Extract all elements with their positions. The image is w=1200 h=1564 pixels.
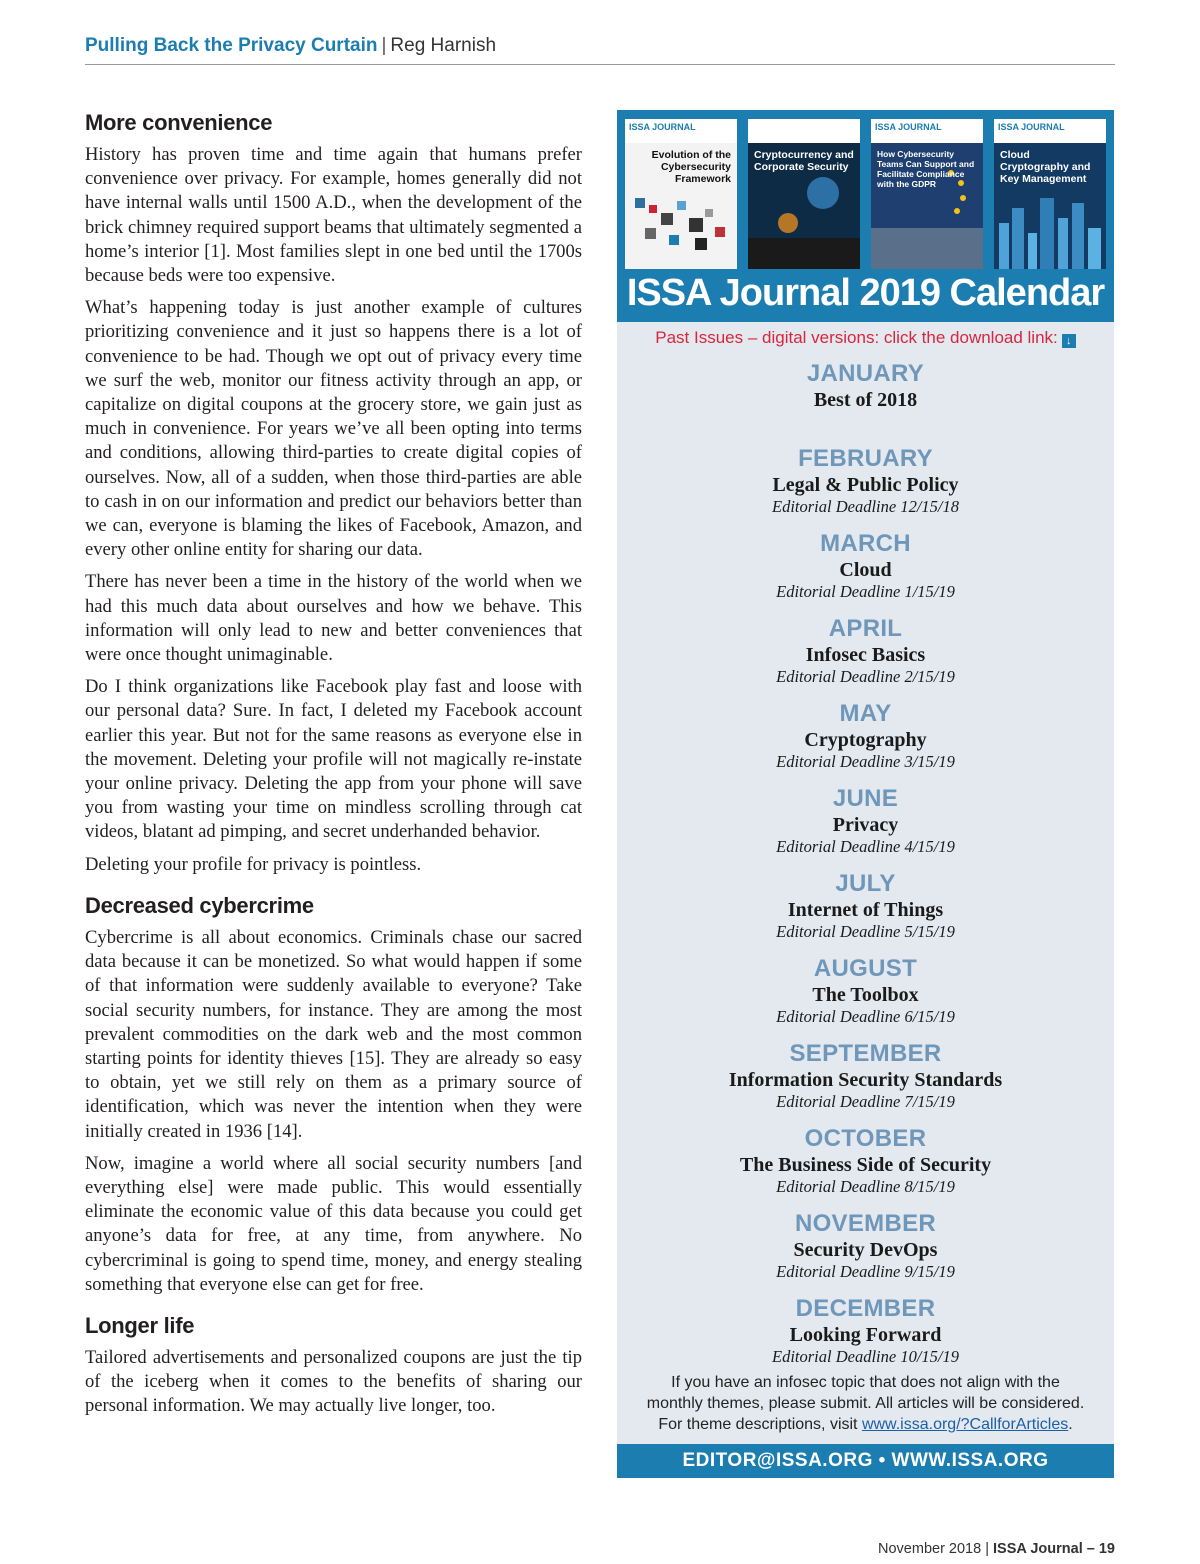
month-name: JUNE bbox=[832, 785, 899, 812]
month-deadline: Editorial Deadline 10/15/19 bbox=[772, 1347, 959, 1366]
month-name: JANUARY bbox=[806, 360, 925, 387]
section-heading: More convenience bbox=[85, 110, 273, 135]
paragraph: History has proven time and time again that humans prefer convenience over privacy. For example, homes generally did not have internal walls until 1500 A.D., when the development of the brick chimney required support beams that ultimately segmented a home’s interior [1]. Most families slept in one bed until the 1700s because beds were too expensive. bbox=[85, 144, 582, 287]
section-longer-life bbox=[85, 1313, 582, 1419]
section-heading: Decreased cybercrime bbox=[85, 892, 314, 918]
month-entry bbox=[617, 1210, 1114, 1295]
month-name: DECEMBER bbox=[795, 1295, 936, 1322]
submission-note bbox=[617, 1372, 1114, 1435]
footer-separator: | bbox=[985, 1541, 989, 1557]
month-theme: Internet of Things bbox=[787, 899, 944, 921]
month-entry bbox=[617, 615, 1114, 700]
note-prefix: For theme descriptions, visit bbox=[658, 1416, 862, 1433]
month-name: MARCH bbox=[820, 530, 911, 557]
cover-thumbnails bbox=[625, 119, 1106, 269]
month-entry bbox=[617, 445, 1114, 530]
paragraph: Cybercrime is all about economics. Criminals chase our sacred data because it can be monetized. So what would happen if some of that information were suddenly available to everyone? Take social security numbers, for instance. They are among the most prevalent commodities on the dark web and the most common starting points for identity thieves [15]. They are already so easy to obtain, yet we still rely on them as a primary source of identification, which was never the intention when they were initially created in 1936 [14]. bbox=[85, 926, 582, 1142]
month-name: FEBRUARY bbox=[798, 445, 933, 472]
month-name: APRIL bbox=[828, 615, 903, 642]
month-entry bbox=[617, 1295, 1114, 1380]
footer-journal-page: ISSA Journal – 19 bbox=[993, 1541, 1115, 1557]
month-entry bbox=[617, 1125, 1114, 1210]
section-decreased-cybercrime bbox=[85, 893, 582, 1297]
cover-masthead: ISSA JOURNAL bbox=[998, 122, 1065, 132]
contact-bar[interactable]: EDITOR@ISSA.ORG • WWW.ISSA.ORG bbox=[617, 1444, 1114, 1478]
cover-thumbnail[interactable] bbox=[994, 119, 1106, 269]
cover-title: Cryptocurrency and Corporate Security bbox=[754, 149, 854, 173]
paragraph: There has never been a time in the history of the world when we had this much data about ourselves and how we behave. This information will only lead to new and better conveniences that were once thought unimaginable. bbox=[85, 571, 582, 666]
month-name: MAY bbox=[839, 700, 892, 727]
cover-thumbnail[interactable] bbox=[871, 119, 983, 269]
month-name: NOVEMBER bbox=[794, 1210, 937, 1237]
month-deadline: Editorial Deadline 1/15/19 bbox=[776, 582, 955, 601]
calendar-banner bbox=[617, 110, 1114, 322]
month-theme: The Toolbox bbox=[812, 984, 919, 1006]
section-heading: Longer life bbox=[85, 1312, 195, 1338]
footer-date: November 2018 bbox=[878, 1541, 982, 1557]
calendar-panel bbox=[617, 110, 1114, 1478]
past-issues-text: Past Issues – digital versions: click the download link: bbox=[655, 328, 1058, 347]
month-deadline: Editorial Deadline 7/15/19 bbox=[776, 1092, 955, 1111]
call-for-articles-link[interactable]: www.issa.org/?CallforArticles bbox=[861, 1416, 1069, 1433]
month-list bbox=[617, 360, 1114, 1380]
month-theme: Information Security Standards bbox=[728, 1069, 1003, 1091]
month-entry bbox=[617, 530, 1114, 615]
paragraph: Now, imagine a world where all social security numbers [and everything else] were made public. This would essentially eliminate the economic value of this data because you could get anyone’s data for free, at any time, from anywhere. No cybercriminal is going to spend time, money, and energy stealing something that everyone else can get for free. bbox=[85, 1152, 582, 1295]
month-theme: Looking Forward bbox=[789, 1324, 942, 1346]
calendar-title: ISSA Journal 2019 Calendar bbox=[626, 272, 1105, 314]
month-deadline: Editorial Deadline 8/15/19 bbox=[776, 1177, 955, 1196]
article-title: Pulling Back the Privacy Curtain bbox=[85, 35, 378, 56]
month-entry bbox=[617, 955, 1114, 1040]
month-theme: Best of 2018 bbox=[813, 389, 918, 411]
month-deadline: Editorial Deadline 2/15/19 bbox=[776, 667, 955, 686]
paragraph: Deleting your profile for privacy is pointless. bbox=[85, 853, 422, 875]
month-theme: Infosec Basics bbox=[805, 644, 926, 666]
month-theme: Legal & Public Policy bbox=[772, 474, 959, 496]
month-deadline: Editorial Deadline 5/15/19 bbox=[776, 922, 955, 941]
note-suffix: . bbox=[1068, 1416, 1073, 1433]
note-line: If you have an infosec topic that does not align with the bbox=[671, 1374, 1060, 1391]
month-name: OCTOBER bbox=[804, 1125, 927, 1152]
note-line: monthly themes, please submit. All articles will be considered. bbox=[646, 1395, 1085, 1412]
cover-title: Evolution of the Cybersecurity Framework bbox=[651, 149, 731, 185]
month-theme: Security DevOps bbox=[793, 1239, 938, 1261]
month-name: JULY bbox=[835, 870, 896, 897]
cover-thumbnail[interactable] bbox=[625, 119, 737, 269]
page-footer bbox=[878, 1541, 1115, 1557]
running-header bbox=[85, 34, 1115, 65]
past-issues-line bbox=[617, 326, 1114, 350]
month-deadline: Editorial Deadline 3/15/19 bbox=[776, 752, 955, 771]
header-separator: | bbox=[381, 35, 387, 56]
paragraph: Do I think organizations like Facebook play fast and loose with our personal data? Sure. In fact, I deleted my Facebook account earlier this year. But not for the same reasons as everyone else in the movement. Deleting your profile will not magically re-instate your online privacy. Deleting the app from your phone will save you from wasting your time on mindless scrolling through cat videos, blatant ad pimping, and secret underhanded behavior. bbox=[85, 676, 582, 843]
cover-title: How Cybersecurity Teams Can Support and Facilitate Compliance with the GDPR bbox=[877, 149, 975, 189]
article-author: Reg Harnish bbox=[390, 35, 497, 56]
download-icon[interactable]: ↓ bbox=[1062, 334, 1076, 348]
cover-title: Cloud Cryptography and Key Management bbox=[1000, 149, 1091, 185]
cover-masthead: ISSA JOURNAL bbox=[629, 122, 696, 132]
month-entry bbox=[617, 360, 1114, 445]
note-line bbox=[617, 1414, 1114, 1435]
article-column bbox=[85, 110, 582, 1427]
cover-thumbnail[interactable] bbox=[748, 119, 860, 269]
month-deadline: Editorial Deadline 9/15/19 bbox=[776, 1262, 955, 1281]
month-theme: Privacy bbox=[832, 814, 899, 836]
section-more-convenience bbox=[85, 110, 582, 877]
month-deadline: Editorial Deadline 12/15/18 bbox=[772, 497, 959, 516]
month-deadline: Editorial Deadline 4/15/19 bbox=[776, 837, 955, 856]
month-name: SEPTEMBER bbox=[789, 1040, 942, 1067]
paragraph: Tailored advertisements and personalized coupons are just the tip of the iceberg when it comes to the benefits of sharing our personal information. We may actually live longer, too. bbox=[85, 1346, 582, 1417]
month-theme: Cryptography bbox=[804, 729, 927, 751]
month-theme: Cloud bbox=[839, 559, 892, 581]
month-theme: The Business Side of Security bbox=[739, 1154, 992, 1176]
paragraph: What’s happening today is just another example of cultures prioritizing convenience and it just so happens there is a lot of convenience to be had. Though we opt out of privacy every time we surf the web, monitor our fitness activity through an app, or capitalize on digital coupons at the grocery store, we gain just as much in convenience. For years we’ve all been opting into terms and conditions, allowing third-parties to create digital copies of ourselves. Now, all of a sudden, when those third-parties are able to cash in on our information and predict our behaviors better than we can, everyone is blaming the likes of Facebook, Amazon, and every other online entity for sharing our data. bbox=[85, 297, 582, 561]
month-entry bbox=[617, 700, 1114, 785]
month-entry bbox=[617, 785, 1114, 870]
month-name: AUGUST bbox=[813, 955, 918, 982]
cover-masthead: ISSA JOURNAL bbox=[875, 122, 942, 132]
month-entry bbox=[617, 870, 1114, 955]
month-deadline: Editorial Deadline 6/15/19 bbox=[776, 1007, 955, 1026]
cover-masthead: ISSA JOURNAL bbox=[752, 122, 819, 132]
month-entry bbox=[617, 1040, 1114, 1125]
